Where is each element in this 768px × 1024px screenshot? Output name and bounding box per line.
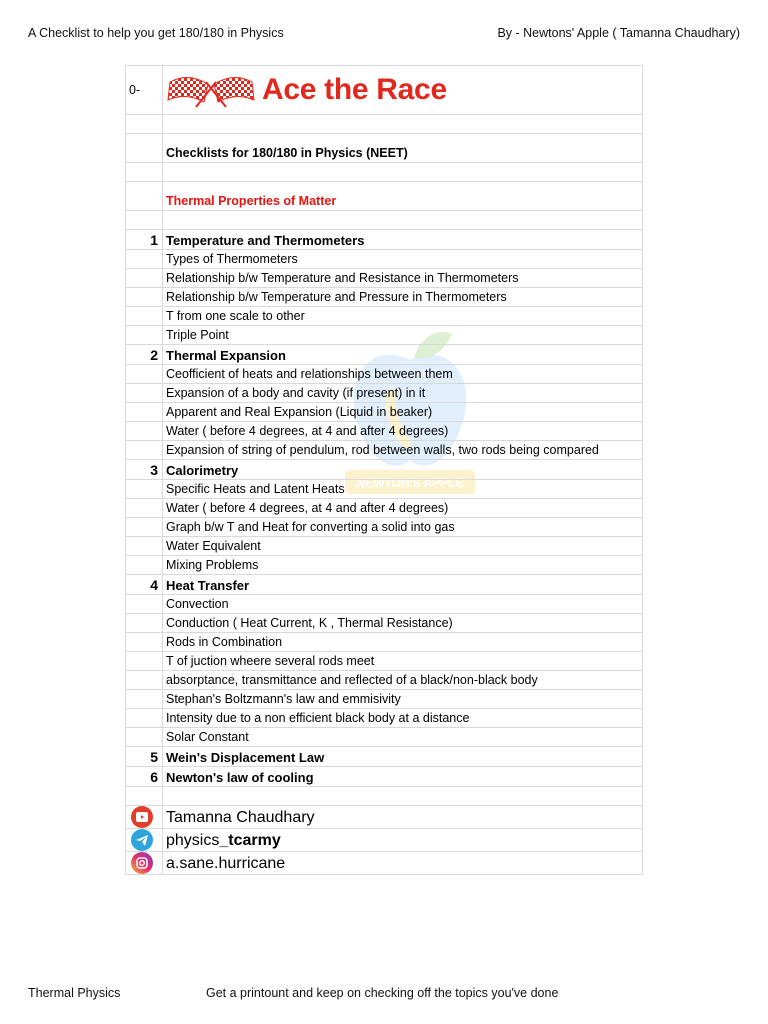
topic-label: Expansion of a body and cavity (if present) in it — [163, 384, 643, 403]
section-row — [126, 747, 643, 767]
topic-label: Ceofficient of heats and relationships between them — [163, 365, 643, 384]
checklist-item[interactable] — [126, 499, 643, 518]
watermark-text: NEWTON'S APPLE — [356, 476, 464, 490]
checkbox-cell[interactable] — [126, 652, 163, 671]
section-row — [126, 575, 643, 595]
topic-label: Water ( before 4 degrees, at 4 and after 4 degrees) — [163, 422, 643, 441]
checkbox-cell[interactable] — [126, 307, 163, 326]
checkbox-cell[interactable] — [126, 633, 163, 652]
topic-label: Water Equivalent — [163, 537, 643, 556]
section-title: Heat Transfer — [163, 575, 643, 595]
spacer-row — [126, 211, 643, 230]
topic-label: Relationship b/w Temperature and Pressure in Thermometers — [163, 288, 643, 307]
checkbox-cell[interactable] — [126, 288, 163, 307]
section-row — [126, 767, 643, 787]
checklist-item[interactable] — [126, 384, 643, 403]
checkbox-cell[interactable] — [126, 728, 163, 747]
instagram-handle[interactable]: a.sane.hurricane — [163, 852, 643, 875]
telegram-handle-bold: _tcarmy — [219, 831, 281, 849]
checkbox-cell[interactable] — [126, 403, 163, 422]
checkbox-cell[interactable] — [126, 384, 163, 403]
checklist-item[interactable] — [126, 537, 643, 556]
checklist-item[interactable] — [126, 671, 643, 690]
section-row — [126, 345, 643, 365]
page-header-right: By - Newtons' Apple ( Tamanna Chaudhary) — [497, 26, 740, 40]
page-footer-left: Thermal Physics — [28, 986, 121, 1000]
telegram-handle-prefix: physics — [166, 831, 220, 849]
topic-label: Graph b/w T and Heat for converting a solid into gas — [163, 518, 643, 537]
checklist-item[interactable] — [126, 690, 643, 709]
telegram-handle[interactable] — [163, 829, 643, 852]
topic-label: Mixing Problems — [163, 556, 643, 575]
checkbox-cell[interactable] — [126, 499, 163, 518]
checkbox-cell[interactable] — [126, 422, 163, 441]
section-number: 3 — [126, 460, 163, 480]
topic-label: Rods in Combination — [163, 633, 643, 652]
checkbox-cell[interactable] — [126, 671, 163, 690]
spacer-row — [126, 115, 643, 134]
section-title: Newton's law of cooling — [163, 767, 643, 787]
topic-label: T from one scale to other — [163, 307, 643, 326]
checklist-item[interactable] — [126, 422, 643, 441]
checklist-item[interactable] — [126, 326, 643, 345]
section-number: 6 — [126, 767, 163, 787]
section-row — [126, 230, 643, 250]
topic-label: Triple Point — [163, 326, 643, 345]
checklist-item[interactable] — [126, 614, 643, 633]
brand-name: Ace the Race — [262, 73, 447, 106]
checklist-item[interactable] — [126, 269, 643, 288]
social-youtube-row — [126, 806, 643, 829]
spacer-row — [126, 163, 643, 182]
section-title: Wein's Displacement Law — [163, 747, 643, 767]
checkbox-cell[interactable] — [126, 614, 163, 633]
checklist-item[interactable] — [126, 250, 643, 269]
checklist-item[interactable] — [126, 518, 643, 537]
section-title: Temperature and Thermometers — [163, 230, 643, 250]
chapter-title: Thermal Properties of Matter — [163, 182, 643, 211]
checklist-item[interactable] — [126, 441, 643, 460]
social-instagram-row — [126, 852, 643, 875]
checklist-item[interactable] — [126, 652, 643, 671]
checklist-item[interactable] — [126, 556, 643, 575]
spacer-row — [126, 787, 643, 806]
page-title: Checklists for 180/180 in Physics (NEET) — [163, 134, 643, 163]
chapter-row — [126, 182, 643, 211]
checkbox-cell[interactable] — [126, 480, 163, 499]
section-number: 5 — [126, 747, 163, 767]
checkbox-cell[interactable] — [126, 595, 163, 614]
checklist-item[interactable] — [126, 365, 643, 384]
topic-label: Conduction ( Heat Current, K , Thermal Resistance) — [163, 614, 643, 633]
checkbox-cell[interactable] — [126, 250, 163, 269]
checklist-item[interactable] — [126, 728, 643, 747]
section-number: 4 — [126, 575, 163, 595]
page-footer-middle: Get a printount and keep on checking off the topics you've done — [206, 986, 559, 1000]
topic-label: T of juction wheere several rods meet — [163, 652, 643, 671]
topic-label: Convection — [163, 595, 643, 614]
topic-label: Stephan's Boltzmann's law and emmisivity — [163, 690, 643, 709]
checkbox-cell[interactable] — [126, 269, 163, 288]
checklist-sheet — [125, 65, 643, 875]
section-title: Calorimetry — [163, 460, 643, 480]
checkbox-cell[interactable] — [126, 537, 163, 556]
title-row — [126, 134, 643, 163]
topic-label: Relationship b/w Temperature and Resistance in Thermometers — [163, 269, 643, 288]
checkbox-cell[interactable] — [126, 441, 163, 460]
checkbox-cell[interactable] — [126, 709, 163, 728]
topic-label: Intensity due to a non efficient black body at a distance — [163, 709, 643, 728]
section-title: Thermal Expansion — [163, 345, 643, 365]
checklist-item[interactable] — [126, 480, 643, 499]
section-number: 1 — [126, 230, 163, 250]
checkbox-cell[interactable] — [126, 365, 163, 384]
instagram-icon[interactable] — [131, 852, 153, 874]
checklist-item[interactable] — [126, 633, 643, 652]
topic-label: Solar Constant — [163, 728, 643, 747]
topic-label: Specific Heats and Latent Heats — [163, 480, 643, 499]
topic-label: Types of Thermometers — [163, 250, 643, 269]
cell-label: 0- — [126, 66, 163, 115]
checklist-item[interactable] — [126, 595, 643, 614]
checklist-item[interactable] — [126, 709, 643, 728]
topic-label: Expansion of string of pendulum, rod between walls, two rods being compared — [163, 441, 643, 460]
social-telegram-row — [126, 829, 643, 852]
checklist-item[interactable] — [126, 288, 643, 307]
checkbox-cell[interactable] — [126, 518, 163, 537]
topic-label: Water ( before 4 degrees, at 4 and after 4 degrees) — [163, 499, 643, 518]
topic-label: absorptance, transmittance and reflected of a black/non-black body — [163, 671, 643, 690]
topic-label: Apparent and Real Expansion (Liquid in beaker) — [163, 403, 643, 422]
youtube-icon[interactable] — [131, 806, 153, 828]
checklist-item[interactable] — [126, 403, 643, 422]
section-row — [126, 460, 643, 480]
section-number: 2 — [126, 345, 163, 365]
checkbox-cell[interactable] — [126, 556, 163, 575]
checkered-flags-icon — [166, 72, 256, 108]
checklist-item[interactable] — [126, 307, 643, 326]
youtube-handle[interactable]: Tamanna Chaudhary — [163, 806, 643, 829]
checkbox-cell[interactable] — [126, 690, 163, 709]
page-header-left: A Checklist to help you get 180/180 in Physics — [28, 26, 284, 40]
telegram-icon[interactable] — [131, 829, 153, 851]
brand-logo — [166, 72, 639, 108]
checkbox-cell[interactable] — [126, 326, 163, 345]
logo-row — [126, 66, 643, 115]
